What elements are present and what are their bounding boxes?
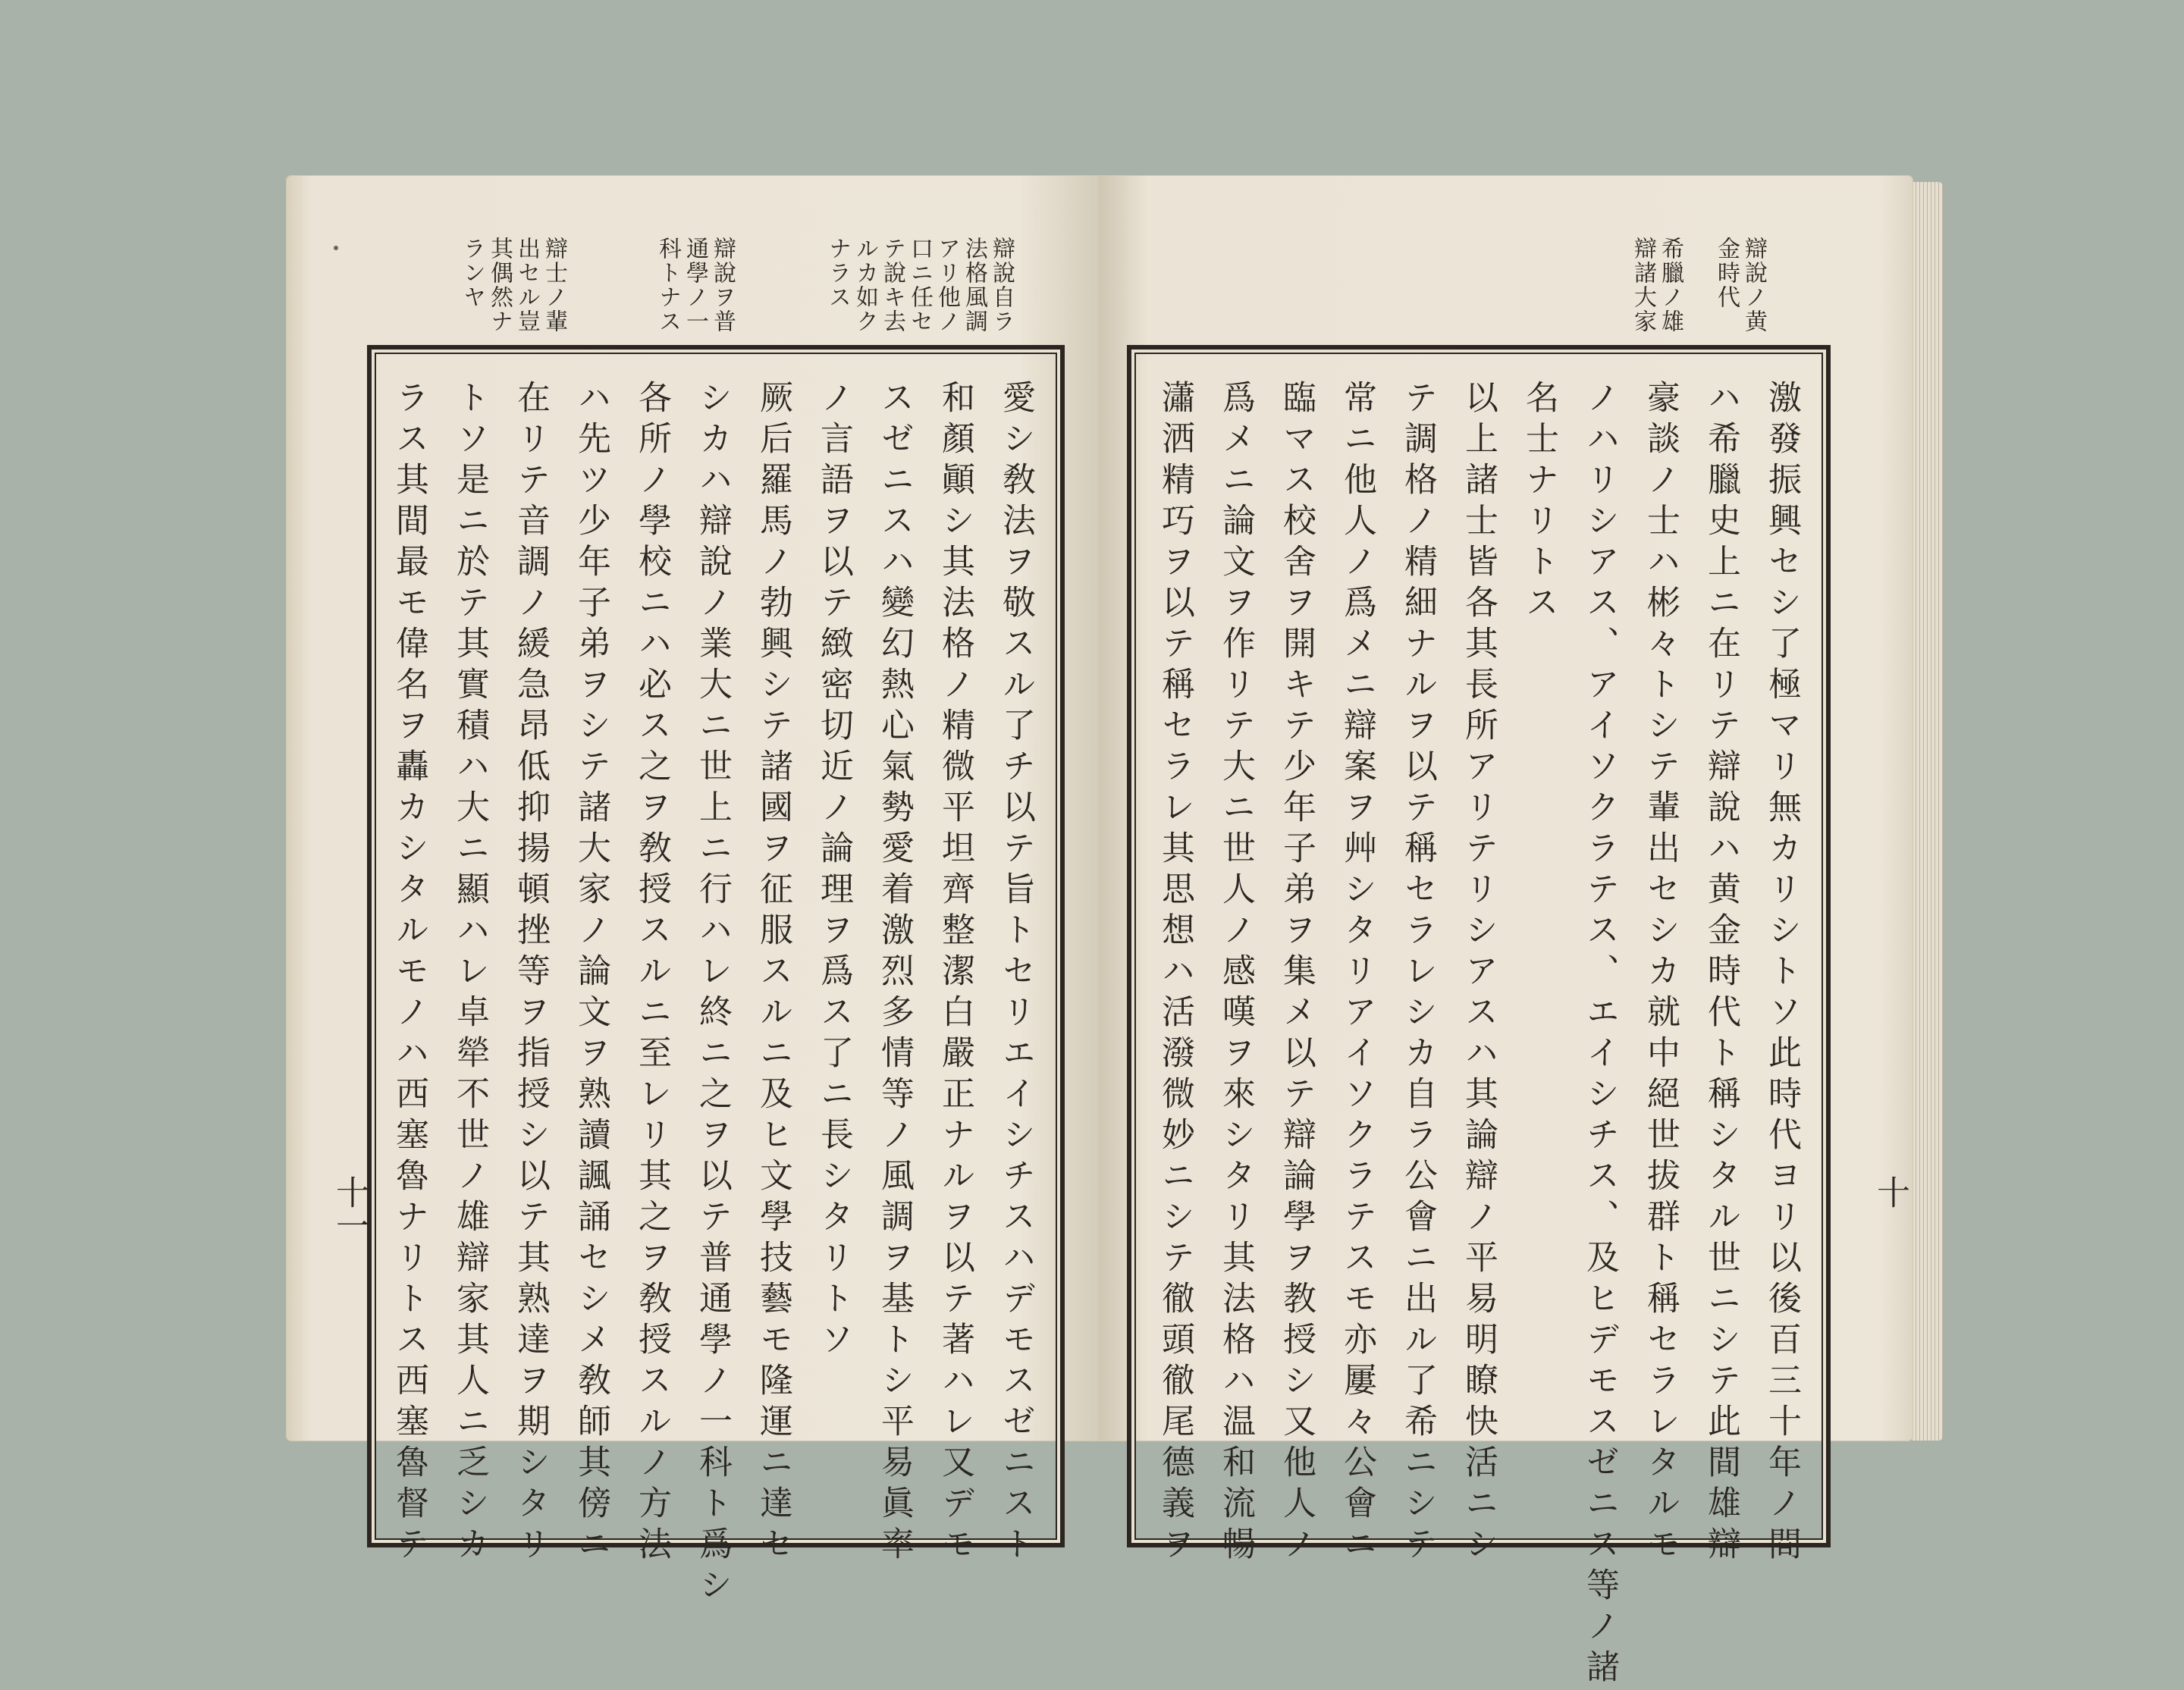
note-line: ナラス [824, 237, 851, 309]
note-line: 辯說ノ黄 [1740, 237, 1767, 334]
note-line: 希臘ノ雄 [1657, 237, 1684, 334]
note-line: 其偶然ナ [486, 237, 513, 334]
note-line: ランヤ [459, 237, 485, 309]
open-book [282, 176, 1944, 1690]
text-column: 激發振興セシ了極マリ無カリシトソ此時代ヨリ以後百三十年ノ間 [1762, 380, 1801, 1567]
text-column: 瀟洒精巧ヲ以テ稱セラレ其思想ハ活潑微妙ニシテ徹頭徹尾德義ヲ [1156, 380, 1194, 1567]
text-column: ハ先ツ少年子弟ヲシテ諸大家ノ論文ヲ熟讀諷誦セシメ敎師其傍ニ [572, 380, 610, 1567]
note-line: 口ニ任セ [906, 237, 933, 334]
note-line: 通學ノ一 [682, 237, 708, 334]
right-note-1 [1706, 237, 1767, 343]
text-column: ノハリシアス、アイソクラテス、エイシチス、及ヒデモスゼニス等ノ諸 [1580, 380, 1619, 1690]
note-line: 科トナス [654, 237, 681, 334]
note-line: 辯說ヲ普 [709, 237, 736, 334]
text-column: ラス其間最モ偉名ヲ轟カシタルモノハ西塞魯ナリトス西塞魯督テ [390, 380, 428, 1567]
paper-speck [334, 246, 338, 250]
note-line: 出セル豈 [513, 237, 540, 334]
text-column: 各所ノ學校ニハ必ス之ヲ敎授スルニ至レリ其之ヲ敎授スルノ方法 [632, 380, 671, 1567]
note-line: 辯士ノ輩 [541, 237, 567, 334]
text-column: スゼニスハ變幻熱心氣勢愛着激烈多情等ノ風調ヲ基トシ平易眞率 [875, 380, 914, 1567]
right-page [1100, 176, 1913, 1690]
left-text-frame [367, 345, 1065, 1608]
right-text-frame [1127, 345, 1831, 1690]
text-column: 厥后羅馬ノ勃興シテ諸國ヲ征服スルニ及ヒ文學技藝モ隆運ニ達セ [754, 380, 792, 1567]
text-column: 以上諸士皆各其長所アリテリシアスハ其論辯ノ平易明瞭快活ニシ [1459, 380, 1498, 1567]
page-number: 十一 [330, 1175, 369, 1242]
text-column: 臨マス校舍ヲ開キテ少年子弟ヲ集メ以テ辯論學ヲ教授シ又他人ノ [1277, 380, 1316, 1567]
text-column: 和顏顚シ其法格ノ精微平坦齊整潔白嚴正ナルヲ以テ著ハレ又デモ [936, 380, 974, 1567]
right-note-2 [1623, 237, 1684, 343]
text-column: 在リテ音調ノ緩急昂低抑揚頓挫等ヲ指授シ以テ其熟達ヲ期シタリ [511, 380, 550, 1567]
left-note-3 [461, 237, 567, 343]
note-line: 辯說自ラ [988, 237, 1015, 334]
text-column: 愛シ敎法ヲ敬スル了チ以テ旨トセリエイシチスハデモスゼニスト [996, 380, 1035, 1567]
page-edges [1913, 182, 1943, 1441]
text-column: 名士ナリトス [1520, 380, 1558, 626]
text-column: トソ是ニ於テ其實積ハ大ニ顯ハレ卓犖不世ノ雄辯家其人ニ乏シカ [450, 380, 489, 1567]
left-page [287, 176, 1100, 1608]
note-line: テ說キ去 [879, 237, 905, 334]
text-column: テ調格ノ精細ナルヲ以テ稱セラレシカ自ラ公會ニ出ル了希ニシテ [1398, 380, 1437, 1567]
text-column: ハ希臘史上ニ在リテ辯說ハ黄金時代ト稱シタル世ニシテ此間雄辯 [1702, 380, 1740, 1567]
text-column: ノ言語ヲ以テ緻密切近ノ論理ヲ爲ス了ニ長シタリトソ [814, 380, 853, 1362]
text-column: 爲メニ論文ヲ作リテ大ニ世人ノ感嘆ヲ來シタリ其法格ハ温和流暢 [1216, 380, 1255, 1567]
note-line: 辯諸大家 [1630, 237, 1656, 334]
page-number: 十 [1871, 1175, 1909, 1209]
left-note-2 [652, 237, 736, 343]
note-line: ルカ如ク [852, 237, 878, 334]
text-column: 常ニ他人ノ爲メニ辯案ヲ艸シタリアイソクラテスモ亦屢々公會ニ [1338, 380, 1376, 1567]
note-line: 法格風調 [961, 237, 987, 334]
note-line: 金時代 [1713, 237, 1740, 309]
text-column: シカハ辯說ノ業大ニ世上ニ行ハレ終ニ之ヲ以テ普通學ノ一科ト爲シ [693, 380, 732, 1608]
note-line: アリ他ノ [934, 237, 960, 334]
text-column: 豪談ノ士ハ彬々トシテ輩出セシカ就中絕世拔群ト稱セラレタルモ [1641, 380, 1680, 1567]
left-note-1 [817, 237, 1015, 343]
